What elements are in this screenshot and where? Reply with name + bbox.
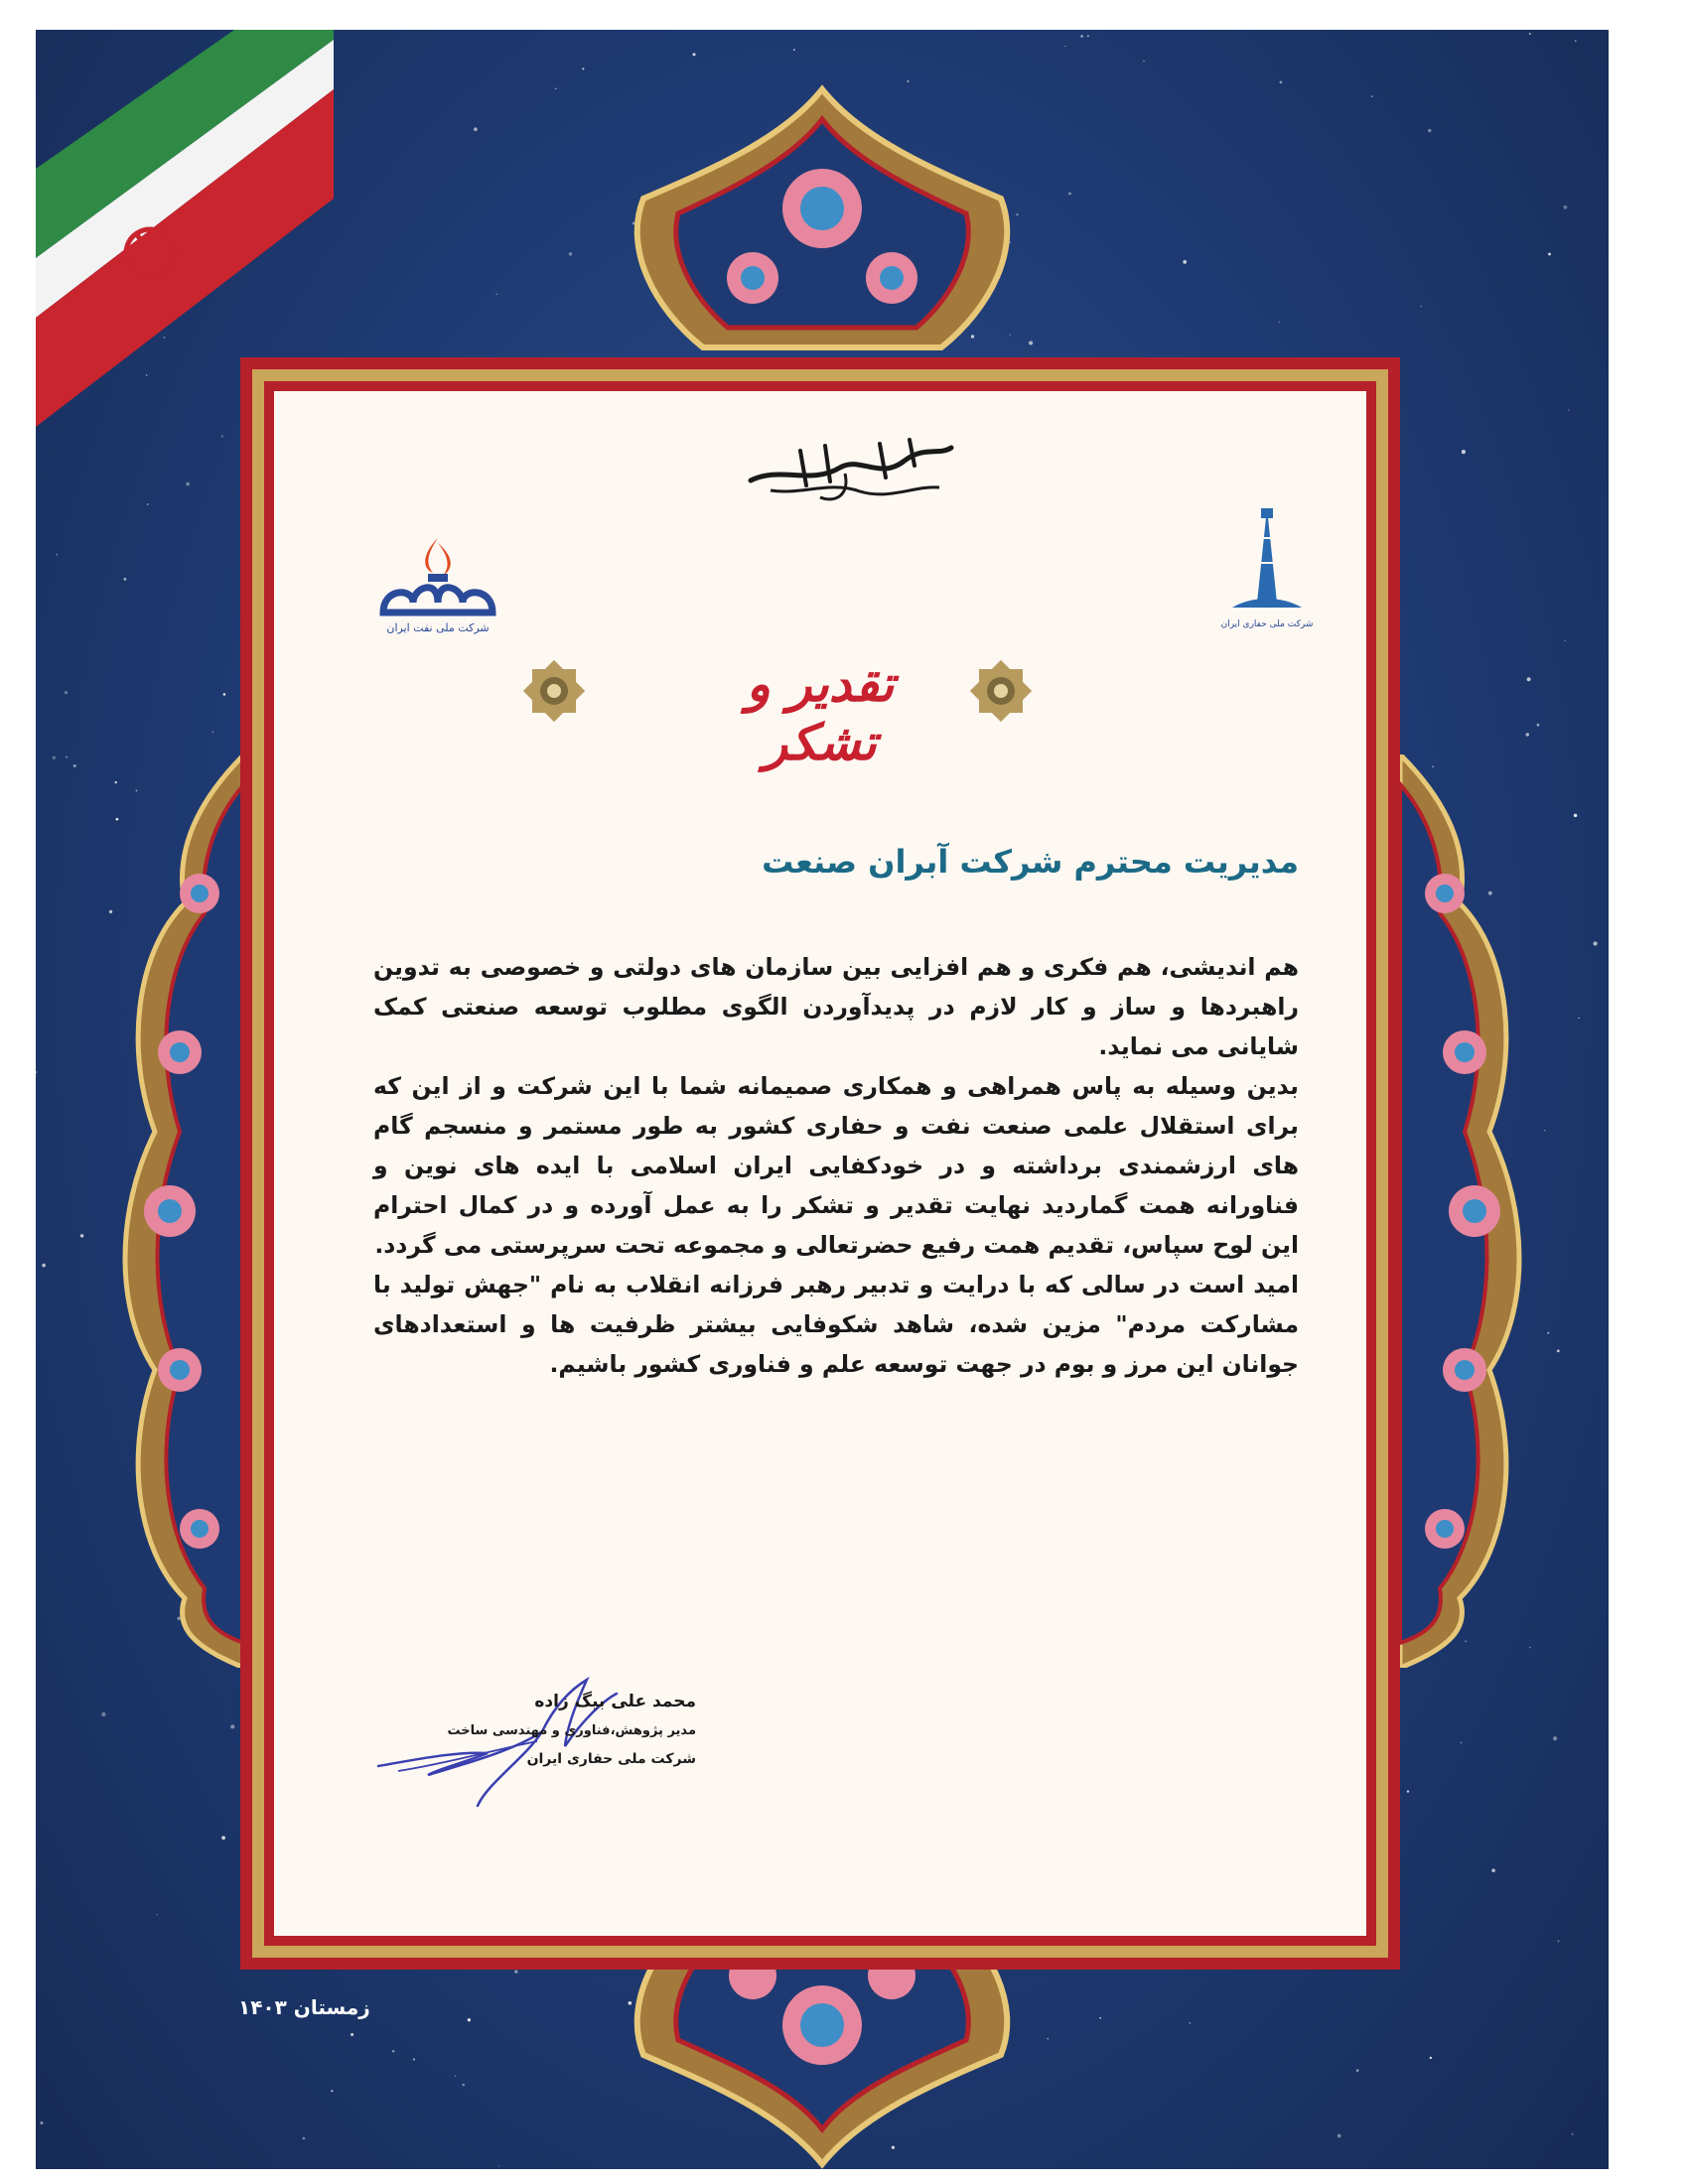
right-side-ornament [1390, 754, 1549, 1668]
signatory-position: مدیر پژوهش،فناوری و مهندسی ساخت [447, 1723, 696, 1738]
star-dot [1593, 941, 1597, 945]
star-dot [1280, 81, 1283, 84]
star-dot [793, 49, 795, 51]
star-dot [1143, 61, 1145, 63]
star-dot [455, 2075, 456, 2076]
star-dot [1491, 1868, 1495, 1872]
star-dot [692, 53, 695, 56]
star-dot [223, 693, 226, 696]
body-paragraph-2: بدین وسیله به پاس همراهی و همکاری صمیمانه شما با این شرکت و از این که برای استقلال علمی صنعت نفت و حفاری کشور به طور مستمر و منسجم گام های ارزشمندی برداشته و در خودکفایی ایران اسلامی با ایده های نوین و فناورانه همت گماردید نهایت تقدیر و تشکر را به عمل آورده و در کمال احترام این لوح سپاس، تقدیم همت رفیع حضرتعالی و مجموعه تحت سرپرستی می گردد. [373, 1072, 1299, 1259]
top-ornament [604, 79, 1041, 367]
nioc-logo-caption: شرکت ملی نفت ایران [386, 621, 490, 634]
star-dot [156, 1914, 157, 1915]
issue-date: زمستان ۱۴۰۳ [238, 1995, 370, 2019]
star-dot [582, 68, 584, 69]
star-dot [555, 88, 556, 89]
star-dot [1574, 814, 1578, 818]
nioc-logo-icon [373, 538, 502, 617]
star-dot [1575, 40, 1577, 42]
star-badge-left-icon [522, 659, 586, 723]
star-dot [1428, 129, 1431, 132]
star-dot [1558, 1940, 1560, 1942]
star-dot [221, 1836, 225, 1840]
star-dot [331, 2090, 333, 2092]
certificate-paper [274, 391, 1366, 1936]
star-dot [495, 294, 497, 296]
star-dot [1557, 1350, 1560, 1353]
star-dot [1278, 322, 1280, 324]
star-dot [1407, 1790, 1409, 1792]
star-dot [40, 2121, 43, 2124]
star-dot [42, 1264, 46, 1268]
body-paragraph-1: هم اندیشی، هم فکری و هم افزایی بین سازمان های دولتی و خصوصی به تدوین راهبردها و ساز و کار لازم در پدیدآوردن الگوی مطلوب توسعه صنعتی کمک شایانی می نماید. [373, 953, 1299, 1060]
star-dot [1371, 95, 1372, 96]
signatory-company: شرکت ملی حفاری ایران [526, 1751, 696, 1767]
star-dot [1563, 205, 1567, 209]
star-dot [80, 1234, 83, 1237]
star-dot [124, 578, 127, 581]
star-dot [514, 1971, 517, 1974]
signature-block [368, 1672, 726, 1811]
recipient-heading: مدیریت محترم شرکت آبران صنعت [762, 843, 1299, 881]
star-dot [498, 2165, 499, 2166]
basmala-calligraphy [741, 426, 959, 505]
star-badge-right-icon [969, 659, 1033, 723]
star-dot [569, 252, 572, 255]
star-dot [1572, 2133, 1574, 2135]
star-dot [65, 691, 68, 694]
star-dot [1564, 640, 1566, 642]
left-side-ornament [95, 754, 254, 1668]
star-dot [1337, 2134, 1341, 2138]
star-dot [101, 1712, 105, 1716]
star-dot [1064, 46, 1065, 47]
star-dot [1068, 193, 1071, 196]
star-dot [303, 2137, 306, 2140]
nidc-logo-icon [1227, 508, 1307, 617]
star-dot [1087, 35, 1089, 37]
star-dot [1529, 33, 1531, 35]
body-paragraph-3: امید است در سالی که با درایت و تدبیر رهبر فرزانه انقلاب به نام "جهش تولید با مشارکت مردم" مزین شده، شاهد شکوفایی بیشتر ظرفیت ها و استعدادهای جوانان این مرز و بوم در جهت توسعه علم و فناوری کشور باشیم. [373, 1271, 1299, 1378]
star-dot [1430, 2057, 1432, 2059]
star-dot [474, 127, 478, 131]
star-dot [66, 756, 68, 758]
star-dot [73, 764, 76, 767]
star-dot [351, 2033, 353, 2036]
star-dot [392, 2050, 394, 2052]
star-dot [1568, 409, 1570, 411]
certificate-body [373, 947, 1299, 1384]
star-dot [1548, 253, 1551, 256]
star-dot [1462, 450, 1466, 454]
star-dot [147, 503, 149, 505]
star-dot [462, 2084, 465, 2087]
star-dot [212, 731, 214, 733]
star-dot [1537, 724, 1540, 727]
star-dot [413, 2059, 415, 2061]
star-dot [186, 482, 190, 486]
star-dot [53, 755, 56, 758]
star-dot [230, 1724, 234, 1728]
star-dot [1099, 2017, 1101, 2019]
star-dot [1080, 35, 1083, 38]
star-dot [36, 1071, 38, 1074]
star-dot [1553, 1736, 1557, 1740]
star-dot [1578, 1018, 1579, 1019]
star-dot [1190, 2022, 1191, 2023]
signatory-name: محمد علی بیگ زاده [534, 1692, 696, 1711]
star-dot [1356, 2069, 1359, 2072]
certificate-background [36, 30, 1609, 2169]
star-dot [1461, 1742, 1462, 1743]
star-dot [1183, 260, 1187, 264]
star-dot [1526, 733, 1529, 736]
star-dot [1047, 2038, 1048, 2039]
nidc-logo-caption: شرکت ملی حفاری ایران [1220, 619, 1314, 629]
star-dot [57, 554, 59, 556]
star-dot [468, 2018, 471, 2021]
star-dot [1527, 677, 1531, 681]
certificate-title: تقدیر و تشکر [746, 654, 895, 771]
star-dot [1421, 306, 1423, 308]
